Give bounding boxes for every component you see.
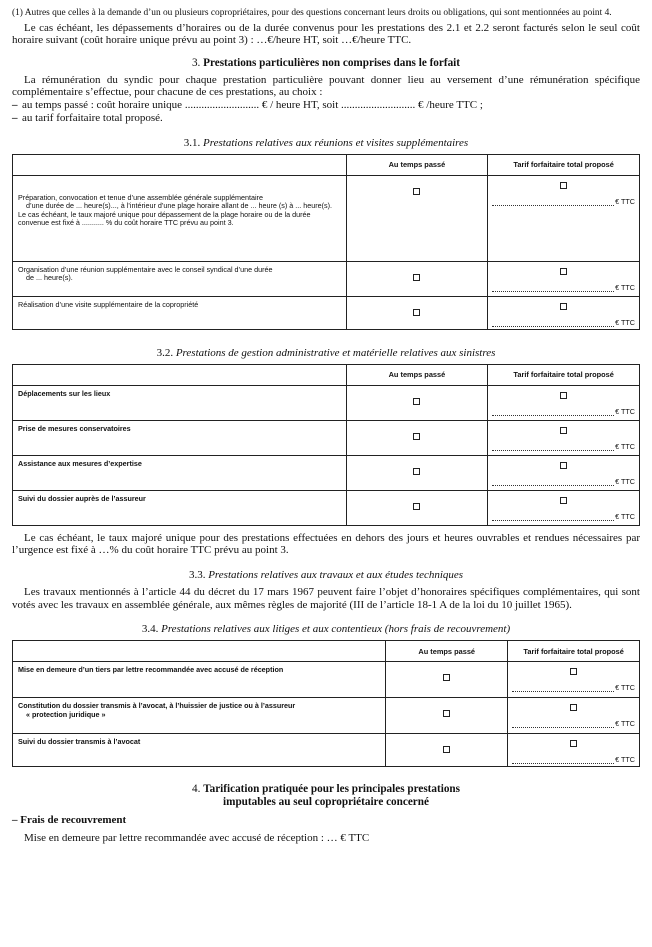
price-field[interactable] bbox=[512, 757, 614, 764]
header-flat-rate: Tarif forfaitaire total proposé bbox=[508, 641, 640, 662]
recovery-fees-line: Mise en demeure par lettre recommandée avec accusé de réception : … € TTC bbox=[24, 832, 370, 845]
checkbox[interactable] bbox=[413, 503, 420, 510]
list-item: – au temps passé : coût horaire unique ........................... € / heure HT, soit ........................... € /heure TTC ; bbox=[12, 98, 483, 111]
price-field[interactable] bbox=[492, 285, 614, 292]
checkbox[interactable] bbox=[570, 668, 577, 675]
section-3-paragraph: La rémunération du syndic pour chaque prestation particulière pouvant donner lieu au versement d’une rémunération spécifique complémentaire s’effectue, pour chacune de ces prestations, au choix : bbox=[12, 73, 640, 99]
table-row: Préparation, convocation et tenue d’une assemblée générale supplémentaire d’une durée de ... heure(s)..., à l’intérieur d’une plage horaire allant de ... heure (s) à ... heure(s). Le cas échéant, le taux majoré unique pour dépassement de la plage horaire ou de la durée convenue est fixé à ........... % du coût horaire TTC prévu au point 3. € TTC bbox=[13, 175, 640, 261]
list-item: – au tarif forfaitaire total proposé. bbox=[12, 111, 163, 124]
row-description: Assistance aux mesures d’expertise bbox=[13, 455, 347, 490]
checkbox[interactable] bbox=[413, 433, 420, 440]
section-3-2-heading: 3.2. Prestations de gestion administrative et matérielle relatives aux sinistres bbox=[156, 346, 496, 359]
checkbox[interactable] bbox=[560, 303, 567, 310]
row-description: Constitution du dossier transmis à l’avocat, à l’huissier de justice ou à l’assureur « protection juridique » bbox=[13, 698, 386, 734]
table-row: Constitution du dossier transmis à l’avocat, à l’huissier de justice ou à l’assureur « protection juridique » € TTC bbox=[13, 698, 640, 734]
table-row: Assistance aux mesures d’expertise € TTC bbox=[13, 455, 640, 490]
price-field[interactable] bbox=[512, 685, 614, 692]
table-row: Organisation d’une réunion supplémentaire avec le conseil syndical d’une durée de ... heure(s). € TTC bbox=[13, 261, 640, 296]
table-row: Prise de mesures conservatoires € TTC bbox=[13, 420, 640, 455]
row-description: Déplacements sur les lieux bbox=[13, 385, 347, 420]
header-time-spent: Au temps passé bbox=[346, 154, 488, 175]
checkbox[interactable] bbox=[570, 704, 577, 711]
section-3-2-note: Le cas échéant, le taux majoré unique pour des prestations effectuées en dehors des jours et heures ouvrables et rendues nécessaires par l’urgence est fixé à …% du coût horaire TTC prévu au point 3. bbox=[12, 531, 640, 557]
section-3-3-paragraph: Les travaux mentionnés à l’article 44 du décret du 17 mars 1967 peuvent faire l’objet d’honoraires spécifiques complémentaires, qui sont votés avec les travaux en assemblée générale, aux mêmes règles de majorité (III de l’article 18-1 A de la loi du 10 juillet 1965). bbox=[12, 586, 640, 611]
table-row: Mise en demeure d’un tiers par lettre recommandée avec accusé de réception € TTC bbox=[13, 662, 640, 698]
table-row: Suivi du dossier auprès de l’assureur € TTC bbox=[13, 490, 640, 525]
price-field[interactable] bbox=[492, 479, 614, 486]
row-description: Réalisation d’une visite supplémentaire de la copropriété bbox=[13, 296, 347, 329]
header-blank bbox=[13, 364, 347, 385]
row-description: Suivi du dossier transmis à l’avocat bbox=[13, 734, 386, 767]
price-field[interactable] bbox=[492, 320, 614, 327]
price-field[interactable] bbox=[492, 409, 614, 416]
recovery-fees-heading: – Frais de recouvrement bbox=[12, 814, 127, 827]
price-field[interactable] bbox=[492, 199, 614, 206]
checkbox[interactable] bbox=[413, 274, 420, 281]
table-row: Déplacements sur les lieux € TTC bbox=[13, 385, 640, 420]
price-field[interactable] bbox=[492, 514, 614, 521]
checkbox[interactable] bbox=[443, 674, 450, 681]
section-3-4-heading: 3.4. Prestations relatives aux litiges et aux contentieux (hors frais de recouvrement) bbox=[141, 623, 511, 636]
table-meetings bbox=[12, 154, 640, 330]
checkbox[interactable] bbox=[443, 746, 450, 753]
checkbox[interactable] bbox=[443, 710, 450, 717]
header-flat-rate: Tarif forfaitaire total proposé bbox=[488, 154, 640, 175]
footnote: (1) Autres que celles à la demande d’un ou plusieurs copropriétaires, pour des questions concernant leurs droits ou obligations, qui sont mentionnées au point 4. bbox=[12, 8, 612, 18]
checkbox[interactable] bbox=[560, 182, 567, 189]
table-litigation bbox=[12, 640, 640, 767]
section-3-3-heading: 3.3. Prestations relatives aux travaux et aux études techniques bbox=[188, 569, 464, 582]
checkbox[interactable] bbox=[570, 740, 577, 747]
section-4-heading: 4. Tarification pratiquée pour les principales prestations imputables au seul copropriétaire concerné bbox=[192, 783, 460, 809]
section-3-1-heading: 3.1. Prestations relatives aux réunions et visites supplémentaires bbox=[183, 136, 469, 149]
intro-paragraph: Le cas échéant, les dépassements d’horaires ou de la durée convenus pour les prestations des 2.1 et 2.2 seront facturés selon le seul coût horaire suivant (coût horaire unique prévu au point 3) : …€/heure HT, soit …€/heure TTC. bbox=[12, 21, 640, 47]
row-description: Prise de mesures conservatoires bbox=[13, 420, 347, 455]
header-time-spent: Au temps passé bbox=[346, 364, 488, 385]
table-row: Suivi du dossier transmis à l’avocat € TTC bbox=[13, 734, 640, 767]
checkbox[interactable] bbox=[413, 188, 420, 195]
price-field[interactable] bbox=[512, 721, 614, 728]
checkbox[interactable] bbox=[560, 427, 567, 434]
checkbox[interactable] bbox=[413, 309, 420, 316]
row-description: Suivi du dossier auprès de l’assureur bbox=[13, 490, 347, 525]
price-field[interactable] bbox=[492, 444, 614, 451]
row-description: Organisation d’une réunion supplémentaire avec le conseil syndical d’une durée de ... heure(s). bbox=[13, 261, 347, 296]
row-description: Préparation, convocation et tenue d’une assemblée générale supplémentaire d’une durée de ... heure(s)..., à l’intérieur d’une plage horaire allant de ... heure (s) à ... heure(s). Le cas échéant, le taux majoré unique pour dépassement de la plage horaire ou de la durée convenue est fixé à ........... % du coût horaire TTC prévu au point 3. bbox=[13, 175, 347, 261]
checkbox[interactable] bbox=[413, 468, 420, 475]
pricing-options-list bbox=[12, 99, 640, 125]
row-description: Mise en demeure d’un tiers par lettre recommandée avec accusé de réception bbox=[13, 662, 386, 698]
checkbox[interactable] bbox=[413, 398, 420, 405]
header-flat-rate: Tarif forfaitaire total proposé bbox=[488, 364, 640, 385]
checkbox[interactable] bbox=[560, 268, 567, 275]
section-3-heading: 3. Prestations particulières non comprises dans le forfait bbox=[191, 56, 461, 69]
table-claims bbox=[12, 364, 640, 526]
table-row: Réalisation d’une visite supplémentaire de la copropriété € TTC bbox=[13, 296, 640, 329]
checkbox[interactable] bbox=[560, 392, 567, 399]
checkbox[interactable] bbox=[560, 497, 567, 504]
header-time-spent: Au temps passé bbox=[386, 641, 508, 662]
header-blank bbox=[13, 641, 386, 662]
checkbox[interactable] bbox=[560, 462, 567, 469]
header-blank bbox=[13, 154, 347, 175]
